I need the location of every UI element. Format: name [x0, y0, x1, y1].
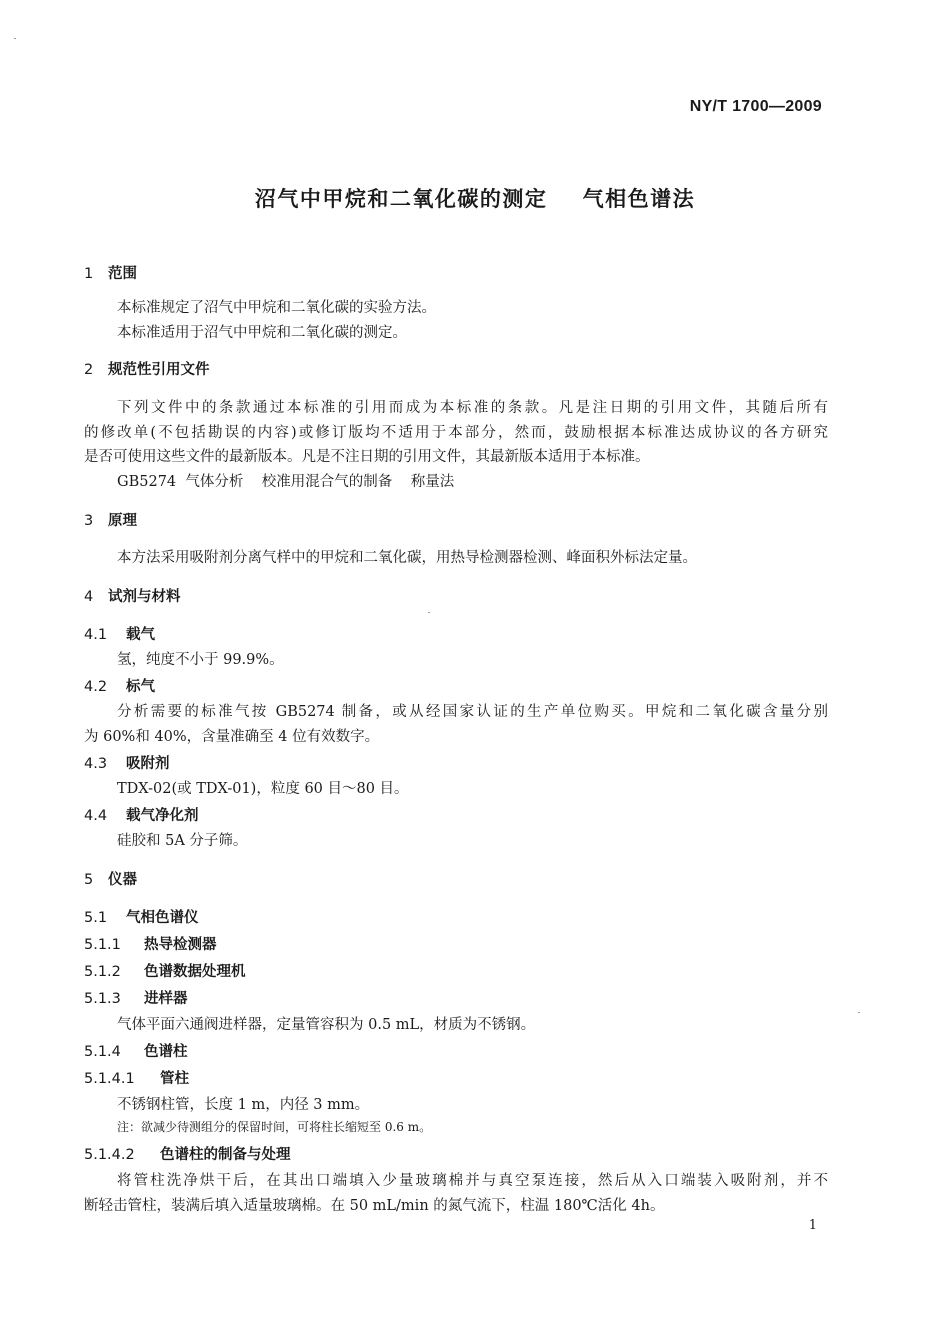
- page-number: 1: [808, 1218, 817, 1233]
- subsection-5-1-4-1-heading: 5.1.4.1 管柱: [84, 1071, 189, 1087]
- scan-speck: [428, 612, 430, 613]
- subsection-4-2-text-line: 为 60%和 40%，含量准确至 4 位有效数字。: [84, 729, 380, 745]
- note-text: 注：欲减少待测组分的保留时间，可将柱长缩短至 0.6 m。: [117, 1120, 432, 1134]
- subsection-4-1-text: 氢，纯度不小于 99.9%。: [117, 652, 284, 668]
- subsection-5-1-heading: 5.1 气相色谱仪: [84, 910, 199, 926]
- section-1-paragraph: 本标准规定了沼气中甲烷和二氧化碳的实验方法。: [117, 300, 436, 316]
- section-1-paragraph: 本标准适用于沼气中甲烷和二氧化碳的测定。: [117, 325, 407, 341]
- subsection-5-1-3-heading: 5.1.3 进样器: [84, 991, 188, 1007]
- standard-code: NY/T 1700—2009: [689, 98, 822, 115]
- subsection-4-3-text: TDX-02(或 TDX-01)，粒度 60 目～80 目。: [117, 781, 409, 797]
- section-3-paragraph: 本方法采用吸附剂分离气样中的甲烷和二氧化碳，用热导检测器检测、峰面积外标法定量。: [117, 550, 697, 566]
- subsection-5-1-4-2-text-line: 断轻击管柱，装满后填入适量玻璃棉。在 50 mL/min 的氮气流下，柱温 180℃活化 4h。: [84, 1198, 665, 1214]
- section-5-heading: 5 仪器: [84, 872, 137, 888]
- scan-speck: [858, 1012, 860, 1013]
- subsection-4-2-text-line: 分析需要的标准气按 GB5274 制备，或从经国家认证的生产单位购买。甲烷和二氧化碳含量分别: [117, 704, 828, 720]
- subsection-4-4-text: 硅胶和 5A 分子筛。: [117, 833, 248, 849]
- subsection-5-1-4-2-heading: 5.1.4.2 色谱柱的制备与处理: [84, 1147, 291, 1163]
- section-2-paragraph-line: 下列文件中的条款通过本标准的引用而成为本标准的条款。凡是注日期的引用文件，其随后所有: [117, 400, 828, 416]
- document-title: 沼气中甲烷和二氧化碳的测定 气相色谱法: [254, 187, 696, 211]
- section-2-paragraph-line: 是否可使用这些文件的最新版本。凡是不注日期的引用文件，其最新版本适用于本标准。: [84, 449, 650, 465]
- subsection-4-3-heading: 4.3 吸附剂: [84, 756, 170, 772]
- section-4-heading: 4 试剂与材料: [84, 589, 181, 605]
- subsection-5-1-4-heading: 5.1.4 色谱柱: [84, 1044, 188, 1060]
- subsection-5-1-4-1-text: 不锈钢柱管，长度 1 m，内径 3 mm。: [117, 1097, 370, 1113]
- normative-reference: GB5274 气体分析 校准用混合气的制备 称量法: [117, 474, 455, 490]
- subsection-4-2-heading: 4.2 标气: [84, 679, 155, 695]
- section-2-paragraph-line: 的修改单(不包括勘误的内容)或修订版均不适用于本部分，然而，鼓励根据本标准达成协议的各方研究: [84, 425, 828, 441]
- subsection-5-1-2-heading: 5.1.2 色谱数据处理机: [84, 964, 246, 980]
- subsection-5-1-4-2-text-line: 将管柱洗净烘干后，在其出口端填入少量玻璃棉并与真空泵连接，然后从入口端装入吸附剂，并不: [117, 1173, 828, 1189]
- section-2-heading: 2 规范性引用文件: [84, 362, 210, 378]
- scan-speck: [14, 38, 16, 39]
- subsection-4-1-heading: 4.1 载气: [84, 627, 155, 643]
- subsection-5-1-1-heading: 5.1.1 热导检测器: [84, 937, 217, 953]
- subsection-5-1-3-text: 气体平面六通阀进样器，定量管容积为 0.5 mL，材质为不锈钢。: [117, 1017, 536, 1033]
- section-1-heading: 1 范围: [84, 266, 137, 282]
- subsection-4-4-heading: 4.4 载气净化剂: [84, 808, 199, 824]
- section-3-heading: 3 原理: [84, 513, 137, 529]
